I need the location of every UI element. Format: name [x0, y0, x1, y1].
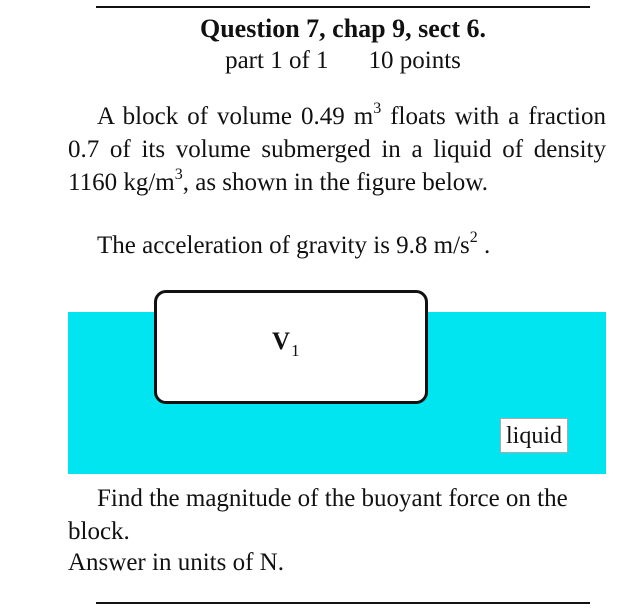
question-title: Question 7, chap 9, sect 6. — [200, 14, 486, 43]
question-prompt: Find the magnitude of the buoyant force on the block. — [68, 485, 568, 545]
gravity-exponent: 2 — [469, 228, 478, 246]
gravity-text: The acceleration of gravity is 9.8 m/s — [97, 232, 470, 259]
block-label-main: V — [272, 328, 291, 355]
answer-units: Answer in units of N. — [68, 549, 284, 576]
points-label: 10 points — [368, 47, 461, 74]
problem-text-2: floats with a fraction 0.7 of its volume submerged in a liquid of density 1160 kg/m — [68, 103, 606, 196]
question-header — [96, 14, 590, 76]
gravity-end: . — [477, 232, 491, 259]
density-exponent: 3 — [174, 165, 183, 183]
block-label-subscript: 1 — [291, 341, 300, 360]
question-subline — [96, 46, 590, 76]
problem-text-3: , as shown in the figure below. — [182, 169, 488, 196]
problem-text-1: A block of volume 0.49 m — [97, 103, 374, 130]
gravity-statement — [68, 229, 606, 262]
part-label: part 1 of 1 — [225, 47, 329, 74]
block-volume-label — [272, 327, 300, 359]
top-rule — [96, 6, 590, 8]
problem-statement — [68, 100, 606, 199]
bottom-rule — [96, 602, 590, 604]
volume-exponent: 3 — [373, 99, 382, 117]
liquid-label: liquid — [500, 418, 568, 453]
